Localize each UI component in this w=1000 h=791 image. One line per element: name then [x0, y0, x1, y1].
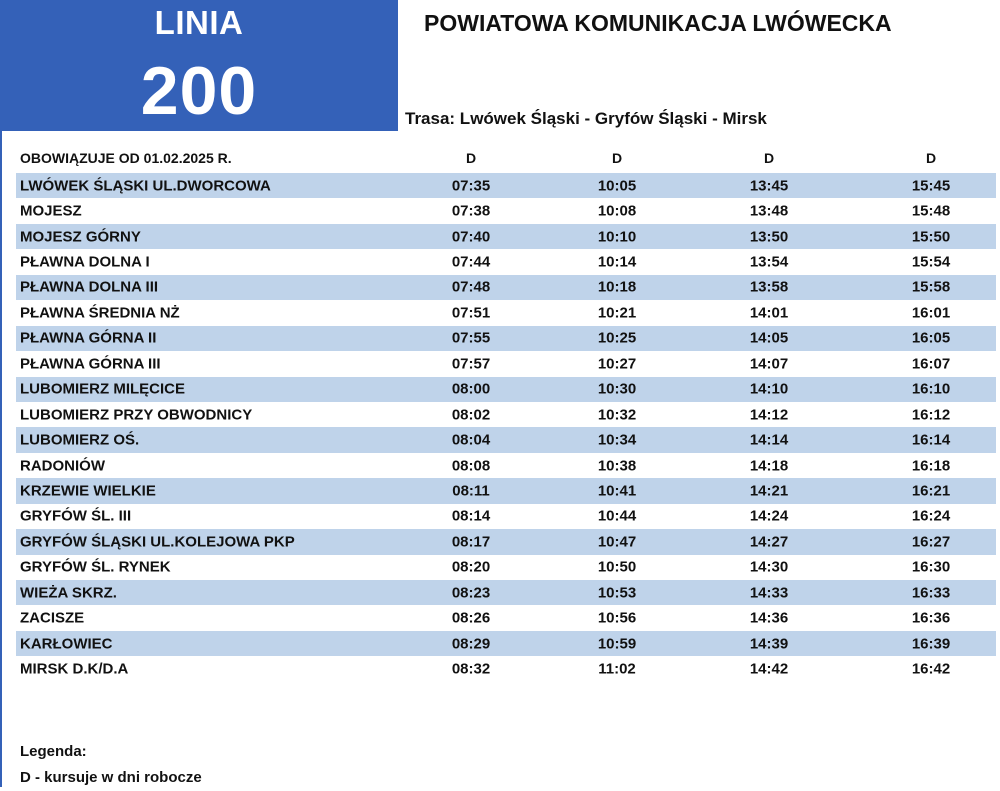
- departure-time: 16:27: [911, 533, 951, 551]
- stop-name: KARŁOWIEC: [20, 635, 113, 653]
- timetable-row: [16, 555, 996, 580]
- departure-time: 15:45: [911, 177, 951, 195]
- departure-time: 15:50: [911, 228, 951, 246]
- departure-time: 07:35: [451, 177, 491, 195]
- column-header: D: [611, 149, 623, 166]
- departure-time: 07:55: [451, 329, 491, 347]
- stop-name: PŁAWNA GÓRNA II: [20, 329, 157, 347]
- departure-time: 13:58: [749, 278, 789, 296]
- stop-name: MIRSK D.K/D.A: [20, 660, 129, 678]
- departure-time: 08:20: [451, 558, 491, 576]
- timetable-row: [16, 504, 996, 529]
- departure-time: 10:34: [597, 431, 637, 449]
- line-number: 200: [140, 53, 258, 129]
- departure-time: 10:38: [597, 457, 637, 475]
- legend-entry: D - kursuje w dni robocze: [20, 769, 202, 786]
- timetable-row: [16, 300, 996, 325]
- departure-time: 16:24: [911, 507, 951, 525]
- departure-time: 10:59: [597, 635, 637, 653]
- timetable-header-row: [16, 142, 996, 173]
- departure-time: 10:05: [597, 177, 637, 195]
- column-header: D: [925, 149, 937, 166]
- departure-time: 14:10: [749, 380, 789, 398]
- legend: [20, 739, 202, 791]
- departure-time: 10:41: [597, 482, 637, 500]
- stop-name: PŁAWNA DOLNA III: [20, 278, 159, 296]
- departure-time: 10:08: [597, 202, 637, 220]
- departure-time: 14:27: [749, 533, 789, 551]
- departure-time: 14:30: [749, 558, 789, 576]
- departure-time: 13:50: [749, 228, 789, 246]
- departure-time: 10:10: [597, 228, 637, 246]
- stop-name: LUBOMIERZ MILĘCICE: [20, 380, 185, 398]
- departure-time: 10:56: [597, 609, 637, 627]
- departure-time: 16:12: [911, 406, 951, 424]
- departure-time: 16:01: [911, 304, 951, 322]
- departure-time: 07:57: [451, 355, 491, 373]
- timetable-row: [16, 631, 996, 656]
- column-header: D: [465, 149, 477, 166]
- legend-title: Legenda:: [20, 743, 87, 760]
- departure-time: 14:36: [749, 609, 789, 627]
- departure-time: 08:08: [451, 457, 491, 475]
- stop-name: WIEŻA SKRZ.: [20, 584, 117, 602]
- timetable-row: [16, 275, 996, 300]
- departure-time: 16:14: [911, 431, 951, 449]
- departure-time: 08:17: [451, 533, 491, 551]
- departure-time: 16:39: [911, 635, 951, 653]
- column-header: D: [763, 149, 775, 166]
- departure-time: 08:00: [451, 380, 491, 398]
- departure-time: 13:54: [749, 253, 789, 271]
- departure-time: 07:48: [451, 278, 491, 296]
- departure-time: 10:21: [597, 304, 637, 322]
- route-title: Trasa: Lwówek Śląski - Gryfów Śląski - Mirsk: [405, 109, 767, 128]
- departure-time: 08:02: [451, 406, 491, 424]
- company-title: POWIATOWA KOMUNIKACJA LWÓWECKA: [424, 10, 892, 36]
- stop-name: LUBOMIERZ OŚ.: [20, 431, 140, 449]
- timetable-row: [16, 605, 996, 630]
- timetable-row: [16, 173, 996, 198]
- timetable-row: [16, 656, 996, 681]
- stop-name: LUBOMIERZ PRZY OBWODNICY: [20, 406, 253, 424]
- stop-name: ZACISZE: [20, 609, 85, 627]
- line-label: LINIA: [154, 4, 244, 41]
- departure-time: 14:42: [749, 660, 789, 678]
- stop-name: MOJESZ: [20, 202, 82, 220]
- timetable-row: [16, 224, 996, 249]
- departure-time: 14:33: [749, 584, 789, 602]
- timetable-row: [16, 453, 996, 478]
- timetable: [16, 142, 996, 682]
- departure-time: 11:02: [598, 660, 636, 678]
- valid-from-label: OBOWIĄZUJE OD 01.02.2025 R.: [20, 149, 232, 166]
- departure-time: 13:45: [749, 177, 789, 195]
- departure-time: 16:07: [911, 355, 951, 373]
- stop-name: MOJESZ GÓRNY: [20, 228, 141, 246]
- departure-time: 15:58: [911, 278, 951, 296]
- departure-time: 14:05: [749, 329, 789, 347]
- departure-time: 16:10: [911, 380, 951, 398]
- departure-time: 08:32: [451, 660, 491, 678]
- departure-time: 10:14: [597, 253, 637, 271]
- stop-name: PŁAWNA ŚREDNIA NŻ: [20, 304, 180, 322]
- departure-time: 08:23: [451, 584, 491, 602]
- departure-time: 15:54: [911, 253, 951, 271]
- departure-time: 15:48: [911, 202, 951, 220]
- timetable-row: [16, 427, 996, 452]
- departure-time: 08:11: [452, 482, 490, 500]
- departure-time: 08:26: [451, 609, 491, 627]
- departure-time: 14:01: [749, 304, 789, 322]
- departure-time: 10:44: [597, 507, 637, 525]
- departure-time: 14:24: [749, 507, 789, 525]
- departure-time: 16:36: [911, 609, 951, 627]
- stop-name: GRYFÓW ŚLĄSKI UL.KOLEJOWA PKP: [20, 533, 295, 551]
- departure-time: 08:14: [451, 507, 491, 525]
- departure-time: 07:40: [451, 228, 491, 246]
- departure-time: 14:18: [749, 457, 789, 475]
- departure-time: 16:30: [911, 558, 951, 576]
- departure-time: 10:53: [597, 584, 637, 602]
- departure-time: 16:42: [911, 660, 951, 678]
- timetable-row: [16, 198, 996, 223]
- departure-time: 16:05: [911, 329, 951, 347]
- departure-time: 08:29: [451, 635, 491, 653]
- stop-name: KRZEWIE WIELKIE: [20, 482, 156, 500]
- timetable-row: [16, 580, 996, 605]
- stop-name: RADONIÓW: [20, 457, 105, 475]
- timetable-row: [16, 529, 996, 554]
- departure-time: 07:38: [451, 202, 491, 220]
- left-border: [0, 131, 2, 787]
- timetable-row: [16, 326, 996, 351]
- timetable-body: [16, 173, 996, 682]
- departure-time: 13:48: [749, 202, 789, 220]
- line-number-badge: [0, 0, 398, 131]
- departure-time: 10:32: [597, 406, 637, 424]
- stop-name: PŁAWNA GÓRNA III: [20, 355, 161, 373]
- timetable-row: [16, 402, 996, 427]
- timetable-row: [16, 377, 996, 402]
- timetable-row: [16, 351, 996, 376]
- departure-time: 07:44: [451, 253, 491, 271]
- departure-time: 10:47: [597, 533, 637, 551]
- stop-name: GRYFÓW ŚL. III: [20, 507, 132, 525]
- departure-time: 10:30: [597, 380, 637, 398]
- departure-time: 10:18: [597, 278, 637, 296]
- departure-time: 14:39: [749, 635, 789, 653]
- departure-time: 08:04: [451, 431, 491, 449]
- departure-time: 10:50: [597, 558, 637, 576]
- departure-time: 14:07: [749, 355, 789, 373]
- timetable-row: [16, 478, 996, 503]
- stop-name: PŁAWNA DOLNA I: [20, 253, 150, 271]
- departure-time: 07:51: [451, 304, 491, 322]
- departure-time: 10:25: [597, 329, 637, 347]
- departure-time: 16:18: [911, 457, 951, 475]
- stop-name: LWÓWEK ŚLĄSKI UL.DWORCOWA: [20, 177, 271, 195]
- departure-time: 10:27: [597, 355, 637, 373]
- departure-time: 16:21: [911, 482, 951, 500]
- timetable-row: [16, 249, 996, 274]
- departure-time: 16:33: [911, 584, 951, 602]
- departure-time: 14:12: [749, 406, 789, 424]
- departure-time: 14:14: [749, 431, 789, 449]
- stop-name: GRYFÓW ŚL. RYNEK: [20, 558, 171, 576]
- departure-time: 14:21: [749, 482, 789, 500]
